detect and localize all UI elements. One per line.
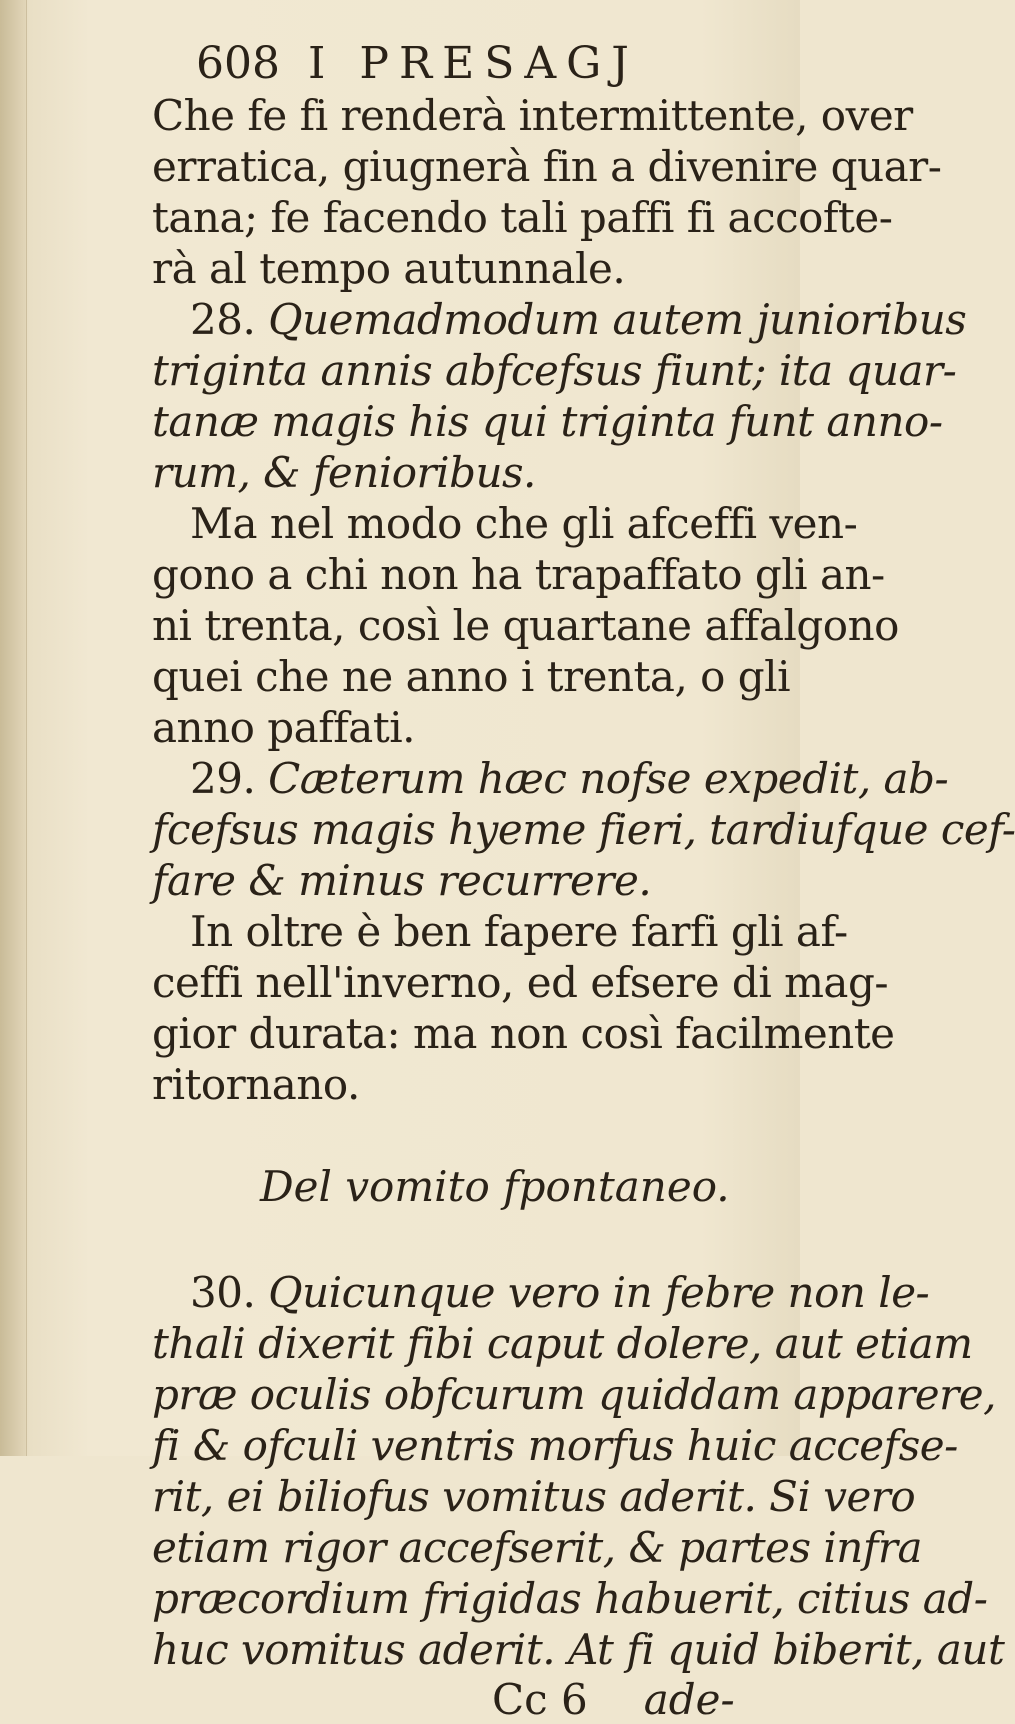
section-heading: Del vomito fpontaneo.	[260, 1162, 730, 1211]
text-line: thali dixerit fibi caput dolere, aut etiam	[152, 1319, 973, 1368]
aphorism-number: 30.	[190, 1268, 256, 1317]
text-line: etiam rigor accefserit, & partes infra	[152, 1523, 922, 1572]
text-line: fi & ofculi ventris morfus huic accefse-	[152, 1421, 958, 1470]
text-line: præ oculis obfcurum quiddam apparere,	[152, 1370, 996, 1419]
text-line: gior durata: ma non così facilmente	[152, 1009, 895, 1058]
text-line: erratica, giugnerà fin a divenire quar-	[152, 142, 942, 191]
text-line: rit, ei biliofus vomitus aderit. Si vero	[152, 1472, 916, 1521]
signature-mark: Cc 6	[492, 1675, 588, 1724]
running-title: I PRESAGJ	[307, 38, 639, 89]
paragraph-italian-3	[152, 906, 895, 1110]
text-line: huc vomitus aderit. At fi quid biberit, aut	[152, 1625, 1005, 1674]
text-line: triginta annis abfcefsus fiunt; ita quar-	[152, 346, 957, 395]
page-binding-edge	[0, 0, 27, 1456]
paragraph-italian-2	[152, 498, 899, 753]
aphorism-28	[152, 294, 967, 498]
catchword: ade-	[643, 1675, 735, 1724]
aphorism-29	[152, 753, 1015, 906]
text-line: rum, & fenioribus.	[152, 448, 536, 497]
aphorism-number: 28.	[190, 295, 256, 344]
text-line	[152, 753, 949, 804]
text-line: ritornano.	[152, 1060, 360, 1109]
aphorism-30	[152, 1267, 1005, 1675]
text-line: ceffi nell'inverno, ed efsere di mag-	[152, 958, 889, 1007]
text-line: tana; fe facendo tali paffi fi accofte-	[152, 193, 893, 242]
text-line: In oltre è ben fapere farfi gli af-	[190, 907, 848, 956]
page-number: 608	[196, 38, 280, 89]
page-footer	[492, 1675, 735, 1724]
text-line: Ma nel modo che gli afceffi ven-	[190, 499, 858, 548]
text-line: ni trenta, così le quartane affalgono	[152, 601, 899, 650]
text-line: præcordium frigidas habuerit, citius ad-	[152, 1574, 988, 1623]
text-line-content: Quemadmodum autem junioribus	[268, 295, 967, 344]
text-line: gono a chi non ha trapaffato gli an-	[152, 550, 885, 599]
text-line: fare & minus recurrere.	[152, 856, 652, 905]
text-line: anno paffati.	[152, 703, 415, 752]
text-line	[152, 1267, 930, 1318]
text-line: Che fe fi renderà intermittente, over	[152, 91, 913, 140]
running-header	[196, 38, 639, 88]
text-line	[152, 294, 967, 345]
text-line-content: Cæterum hæc nofse expedit, ab-	[268, 754, 949, 803]
text-line: fcefsus magis hyeme fieri, tardiufque cef-	[152, 805, 1015, 854]
text-line: quei che ne anno i trenta, o gli	[152, 652, 791, 701]
paragraph-italian-1	[152, 90, 942, 294]
text-line: tanæ magis his qui triginta funt anno-	[152, 397, 943, 446]
text-line-content: Quicunque vero in febre non le-	[268, 1268, 930, 1317]
aphorism-number: 29.	[190, 754, 256, 803]
text-line: rà al tempo autunnale.	[152, 244, 626, 293]
